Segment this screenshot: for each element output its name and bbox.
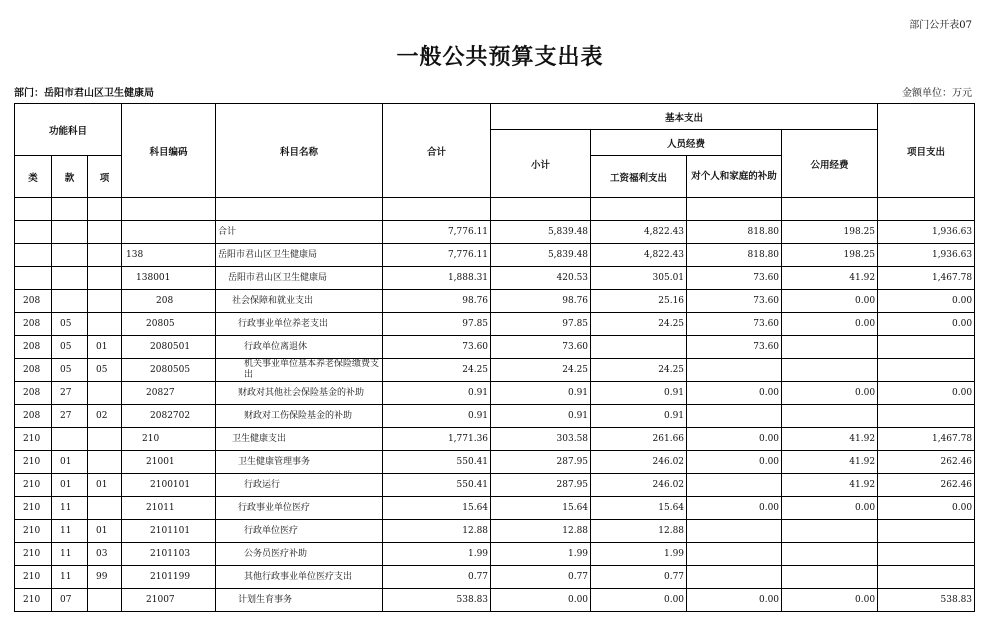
cell-wages: 305.01 — [591, 267, 687, 290]
cell-code: 2080501 — [122, 336, 216, 359]
cell-code: 2082702 — [122, 405, 216, 428]
table-row — [15, 290, 975, 313]
cell-subtotal: 12.88 — [491, 520, 591, 543]
cell-total: 1,888.31 — [383, 267, 491, 290]
cell-public: 0.00 — [782, 497, 878, 520]
cell-total: 1.99 — [383, 543, 491, 566]
cell-family: 0.00 — [687, 589, 782, 612]
cell-code: 138 — [122, 244, 216, 267]
cell-name: 行政运行 — [216, 474, 383, 497]
cell-public: 0.00 — [782, 313, 878, 336]
cell-name: 行政事业单位医疗 — [216, 497, 383, 520]
cell-public — [782, 336, 878, 359]
cell-xiang: 99 — [88, 566, 122, 589]
cell-subtotal: 1.99 — [491, 543, 591, 566]
cell-public: 0.00 — [782, 382, 878, 405]
cell-kuan: 05 — [52, 313, 88, 336]
cell-family: 0.00 — [687, 497, 782, 520]
table-row — [15, 497, 975, 520]
cell-family — [687, 474, 782, 497]
cell-family: 73.60 — [687, 290, 782, 313]
cell-code: 2100101 — [122, 474, 216, 497]
cell-lei: 210 — [15, 497, 52, 520]
cell-project: 0.00 — [878, 290, 975, 313]
cell-wages: 4,822.43 — [591, 244, 687, 267]
header-wages: 工资福利支出 — [591, 156, 687, 198]
cell-public: 0.00 — [782, 290, 878, 313]
cell-kuan: 07 — [52, 589, 88, 612]
cell-subtotal: 15.64 — [491, 497, 591, 520]
cell-name: 行政单位医疗 — [216, 520, 383, 543]
cell-subtotal: 0.77 — [491, 566, 591, 589]
cell-xiang: 05 — [88, 359, 122, 382]
cell-lei: 210 — [15, 520, 52, 543]
cell-code: 138001 — [122, 267, 216, 290]
cell-project — [878, 359, 975, 382]
cell-name: 卫生健康管理事务 — [216, 451, 383, 474]
cell-public: 41.92 — [782, 428, 878, 451]
cell-total: 12.88 — [383, 520, 491, 543]
cell-total: 0.91 — [383, 405, 491, 428]
cell-kuan — [52, 244, 88, 267]
cell-xiang: 03 — [88, 543, 122, 566]
table-row — [15, 474, 975, 497]
cell-total: 15.64 — [383, 497, 491, 520]
cell-kuan: 11 — [52, 497, 88, 520]
cell-total: 7,776.11 — [383, 244, 491, 267]
cell-xiang — [88, 497, 122, 520]
department-label: 部门：岳阳市君山区卫生健康局 — [14, 88, 154, 99]
cell-wages: 246.02 — [591, 451, 687, 474]
cell-total: 98.76 — [383, 290, 491, 313]
table-row — [15, 244, 975, 267]
cell-kuan — [52, 221, 88, 244]
cell-project: 0.00 — [878, 497, 975, 520]
table-row — [15, 589, 975, 612]
cell-wages: 0.91 — [591, 382, 687, 405]
cell-kuan — [52, 267, 88, 290]
table-row — [15, 405, 975, 428]
cell-kuan: 27 — [52, 382, 88, 405]
cell-public: 41.92 — [782, 451, 878, 474]
cell-code: 20827 — [122, 382, 216, 405]
cell-public: 41.92 — [782, 267, 878, 290]
unit-label: 金额单位：万元 — [902, 88, 972, 99]
cell-family: 73.60 — [687, 267, 782, 290]
cell-name: 卫生健康支出 — [216, 428, 383, 451]
cell-total: 97.85 — [383, 313, 491, 336]
table-header — [15, 104, 975, 198]
cell-subtotal: 303.58 — [491, 428, 591, 451]
cell-family: 73.60 — [687, 313, 782, 336]
cell-family: 818.80 — [687, 221, 782, 244]
cell-name: 机关事业单位基本养老保险缴费支出 — [216, 359, 383, 382]
cell-wages: 246.02 — [591, 474, 687, 497]
table-row — [15, 543, 975, 566]
header-total: 合计 — [383, 104, 491, 198]
cell-total: 1,771.36 — [383, 428, 491, 451]
cell-lei: 208 — [15, 290, 52, 313]
header-subtotal: 小计 — [491, 130, 591, 198]
form-number: 部门公开表07 — [909, 20, 972, 31]
cell-kuan: 27 — [52, 405, 88, 428]
cell-family: 0.00 — [687, 451, 782, 474]
cell-xiang — [88, 589, 122, 612]
cell-wages — [591, 336, 687, 359]
cell-lei: 210 — [15, 474, 52, 497]
table-row — [15, 566, 975, 589]
cell-project: 262.46 — [878, 451, 975, 474]
cell-xiang — [88, 244, 122, 267]
cell-public — [782, 566, 878, 589]
cell-wages: 0.77 — [591, 566, 687, 589]
cell-lei: 208 — [15, 405, 52, 428]
table-row — [15, 428, 975, 451]
cell-lei: 210 — [15, 543, 52, 566]
page-title: 一般公共预算支出表 — [396, 45, 604, 70]
cell-family — [687, 543, 782, 566]
cell-name: 行政事业单位养老支出 — [216, 313, 383, 336]
cell-name: 其他行政事业单位医疗支出 — [216, 566, 383, 589]
cell-lei — [15, 244, 52, 267]
cell-subtotal: 24.25 — [491, 359, 591, 382]
cell-family — [687, 520, 782, 543]
cell-project — [878, 543, 975, 566]
cell-project — [878, 405, 975, 428]
cell-kuan — [52, 290, 88, 313]
cell-lei — [15, 221, 52, 244]
header-lei: 类 — [15, 156, 52, 198]
cell-xiang — [88, 221, 122, 244]
budget-table — [14, 103, 975, 612]
cell-subtotal: 0.91 — [491, 382, 591, 405]
cell-project: 1,936.63 — [878, 244, 975, 267]
cell-subtotal: 287.95 — [491, 451, 591, 474]
cell-project: 0.00 — [878, 313, 975, 336]
cell-code: 21011 — [122, 497, 216, 520]
cell-family: 0.00 — [687, 428, 782, 451]
cell-public: 198.25 — [782, 221, 878, 244]
cell-project — [878, 520, 975, 543]
table-row — [15, 359, 975, 382]
cell-xiang — [88, 451, 122, 474]
cell-subtotal: 0.00 — [491, 589, 591, 612]
cell-wages: 0.91 — [591, 405, 687, 428]
cell-lei: 210 — [15, 428, 52, 451]
cell-kuan — [52, 428, 88, 451]
header-func-subject: 功能科目 — [15, 104, 122, 156]
cell-wages: 15.64 — [591, 497, 687, 520]
cell-xiang — [88, 267, 122, 290]
cell-code — [122, 221, 216, 244]
cell-project: 0.00 — [878, 382, 975, 405]
cell-lei: 208 — [15, 336, 52, 359]
cell-public — [782, 520, 878, 543]
cell-xiang: 01 — [88, 336, 122, 359]
cell-total: 550.41 — [383, 451, 491, 474]
table-row — [15, 313, 975, 336]
cell-lei: 210 — [15, 566, 52, 589]
cell-name: 合计 — [216, 221, 383, 244]
header-project: 项目支出 — [878, 104, 975, 198]
cell-subtotal: 97.85 — [491, 313, 591, 336]
cell-kuan: 11 — [52, 543, 88, 566]
cell-kuan: 05 — [52, 359, 88, 382]
cell-code: 208 — [122, 290, 216, 313]
header-xiang: 项 — [88, 156, 122, 198]
cell-name: 岳阳市君山区卫生健康局 — [216, 244, 383, 267]
header-public: 公用经费 — [782, 130, 878, 198]
cell-public: 198.25 — [782, 244, 878, 267]
cell-code: 21007 — [122, 589, 216, 612]
cell-family: 818.80 — [687, 244, 782, 267]
cell-project — [878, 566, 975, 589]
cell-kuan: 11 — [52, 566, 88, 589]
cell-family — [687, 566, 782, 589]
cell-code: 2101199 — [122, 566, 216, 589]
cell-name: 社会保障和就业支出 — [216, 290, 383, 313]
table-row — [15, 451, 975, 474]
header-personnel: 人员经费 — [591, 130, 782, 156]
cell-name: 计划生育事务 — [216, 589, 383, 612]
cell-code: 21001 — [122, 451, 216, 474]
cell-family — [687, 405, 782, 428]
cell-lei: 210 — [15, 451, 52, 474]
cell-project — [878, 336, 975, 359]
cell-wages: 12.88 — [591, 520, 687, 543]
table-row — [15, 221, 975, 244]
cell-xiang: 02 — [88, 405, 122, 428]
cell-wages: 1.99 — [591, 543, 687, 566]
cell-xiang: 01 — [88, 520, 122, 543]
cell-public: 0.00 — [782, 589, 878, 612]
cell-subtotal: 420.53 — [491, 267, 591, 290]
cell-public — [782, 405, 878, 428]
cell-kuan: 01 — [52, 451, 88, 474]
cell-public — [782, 543, 878, 566]
cell-xiang — [88, 313, 122, 336]
cell-lei: 208 — [15, 313, 52, 336]
cell-subtotal: 287.95 — [491, 474, 591, 497]
cell-total: 24.25 — [383, 359, 491, 382]
cell-code: 20805 — [122, 313, 216, 336]
table-row — [15, 520, 975, 543]
cell-wages: 0.00 — [591, 589, 687, 612]
header-basic: 基本支出 — [491, 104, 878, 130]
cell-kuan: 01 — [52, 474, 88, 497]
table-row — [15, 336, 975, 359]
cell-wages: 4,822.43 — [591, 221, 687, 244]
cell-subtotal: 5,839.48 — [491, 221, 591, 244]
cell-project: 538.83 — [878, 589, 975, 612]
cell-code: 210 — [122, 428, 216, 451]
cell-total: 538.83 — [383, 589, 491, 612]
cell-subtotal: 98.76 — [491, 290, 591, 313]
cell-name: 财政对工伤保险基金的补助 — [216, 405, 383, 428]
table-row — [15, 267, 975, 290]
cell-name: 公务员医疗补助 — [216, 543, 383, 566]
cell-family: 0.00 — [687, 382, 782, 405]
cell-total: 550.41 — [383, 474, 491, 497]
cell-lei: 208 — [15, 382, 52, 405]
cell-public: 41.92 — [782, 474, 878, 497]
header-code: 科目编码 — [122, 104, 216, 198]
cell-kuan: 05 — [52, 336, 88, 359]
cell-xiang — [88, 428, 122, 451]
cell-xiang — [88, 382, 122, 405]
cell-xiang — [88, 290, 122, 313]
cell-subtotal: 5,839.48 — [491, 244, 591, 267]
header-kuan: 款 — [52, 156, 88, 198]
cell-project: 1,467.78 — [878, 267, 975, 290]
spacer-row — [15, 198, 975, 221]
cell-total: 0.77 — [383, 566, 491, 589]
cell-kuan: 11 — [52, 520, 88, 543]
cell-subtotal: 0.91 — [491, 405, 591, 428]
cell-code: 2101103 — [122, 543, 216, 566]
cell-wages: 24.25 — [591, 313, 687, 336]
table-body — [15, 198, 975, 612]
cell-wages: 261.66 — [591, 428, 687, 451]
cell-subtotal: 73.60 — [491, 336, 591, 359]
cell-total: 73.60 — [383, 336, 491, 359]
cell-lei: 208 — [15, 359, 52, 382]
cell-total: 0.91 — [383, 382, 491, 405]
cell-name: 岳阳市君山区卫生健康局 — [216, 267, 383, 290]
cell-family: 73.60 — [687, 336, 782, 359]
cell-lei — [15, 267, 52, 290]
header-name: 科目名称 — [216, 104, 383, 198]
cell-public — [782, 359, 878, 382]
cell-total: 7,776.11 — [383, 221, 491, 244]
cell-family — [687, 359, 782, 382]
cell-wages: 24.25 — [591, 359, 687, 382]
header-family: 对个人和家庭的补助 — [687, 156, 782, 198]
cell-code: 2101101 — [122, 520, 216, 543]
cell-code: 2080505 — [122, 359, 216, 382]
cell-project: 1,936.63 — [878, 221, 975, 244]
cell-project: 262.46 — [878, 474, 975, 497]
cell-project: 1,467.78 — [878, 428, 975, 451]
cell-name: 行政单位离退休 — [216, 336, 383, 359]
cell-wages: 25.16 — [591, 290, 687, 313]
table-row — [15, 382, 975, 405]
cell-xiang: 01 — [88, 474, 122, 497]
cell-name: 财政对其他社会保险基金的补助 — [216, 382, 383, 405]
cell-lei: 210 — [15, 589, 52, 612]
